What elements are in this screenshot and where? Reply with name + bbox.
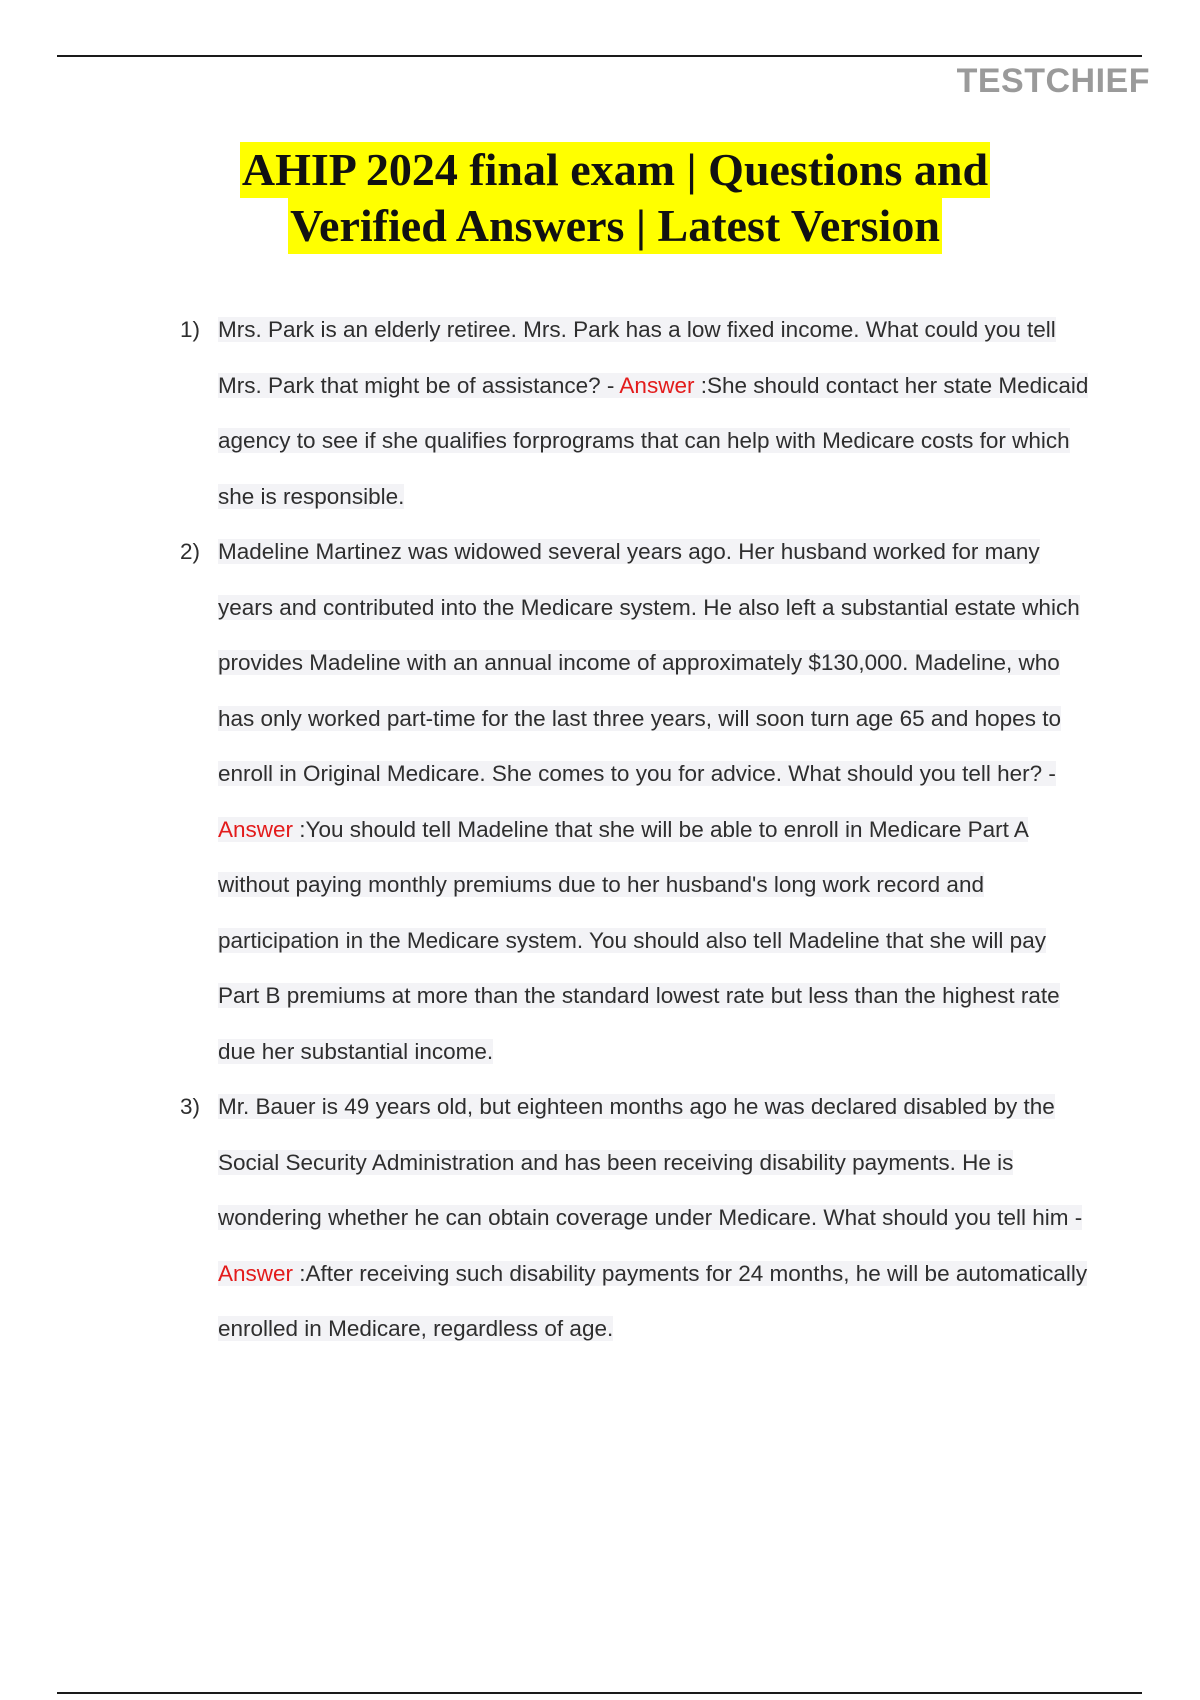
question-number: 2)	[180, 539, 201, 564]
answer-text: :After receiving such disability payments for 24 months, he will be automatically enrolled in Medicare, regardless of age.	[218, 1260, 1088, 1341]
question-body: Madeline Martinez was widowed several years ago. Her husband worked for many years and contributed into the Medicare system. He also left a substantial estate which provides Madeline with an annual income of approximately $130,000. Madeline, who has only worked part-time for the last three years, will soon turn age 65 and hopes to enroll in Original Medicare. She comes to you for advice. What should you tell her? -	[218, 539, 1080, 786]
question-number: 1)	[180, 317, 201, 342]
question-text	[218, 539, 1080, 1064]
answer-label: Answer	[619, 372, 695, 398]
question-item	[180, 524, 1090, 1079]
title-line-2: Verified Answers | Latest Version	[288, 198, 942, 254]
answer-label: Answer	[218, 1260, 294, 1286]
question-item	[180, 1079, 1090, 1357]
footer-rule	[57, 1692, 1142, 1694]
answer-label: Answer	[218, 816, 294, 842]
question-body: Mr. Bauer is 49 years old, but eighteen months ago he was declared disabled by the Social Security Administration and has been receiving disability payments. He is wondering whether he can obtain coverage under Medicare. What should you tell him -	[218, 1094, 1083, 1230]
question-body: Mrs. Park is an elderly retiree. Mrs. Park has a low fixed income. What could you tell Mrs. Park that might be of assistance? -	[218, 317, 1056, 398]
question-item	[180, 302, 1090, 524]
header-rule	[57, 55, 1142, 57]
question-list	[180, 302, 1090, 1357]
question-number: 3)	[180, 1094, 201, 1119]
page-title	[0, 142, 1200, 254]
brand-logo: TESTCHIEF	[956, 62, 1150, 100]
question-text	[218, 1094, 1087, 1341]
title-line-1: AHIP 2024 final exam | Questions and	[240, 142, 990, 198]
question-text	[218, 317, 1088, 509]
answer-text: :She should contact her state Medicaid agency to see if she qualifies forprograms that can help with Medicare costs for which she is responsible.	[218, 372, 1089, 509]
answer-text: :You should tell Madeline that she will be able to enroll in Medicare Part A without paying monthly premiums due to her husband's long work record and participation in the Medicare system. You should also tell Madeline that she will pay Part B premiums at more than the standard lowest rate but less than the highest rate due her substantial income.	[218, 816, 1060, 1064]
